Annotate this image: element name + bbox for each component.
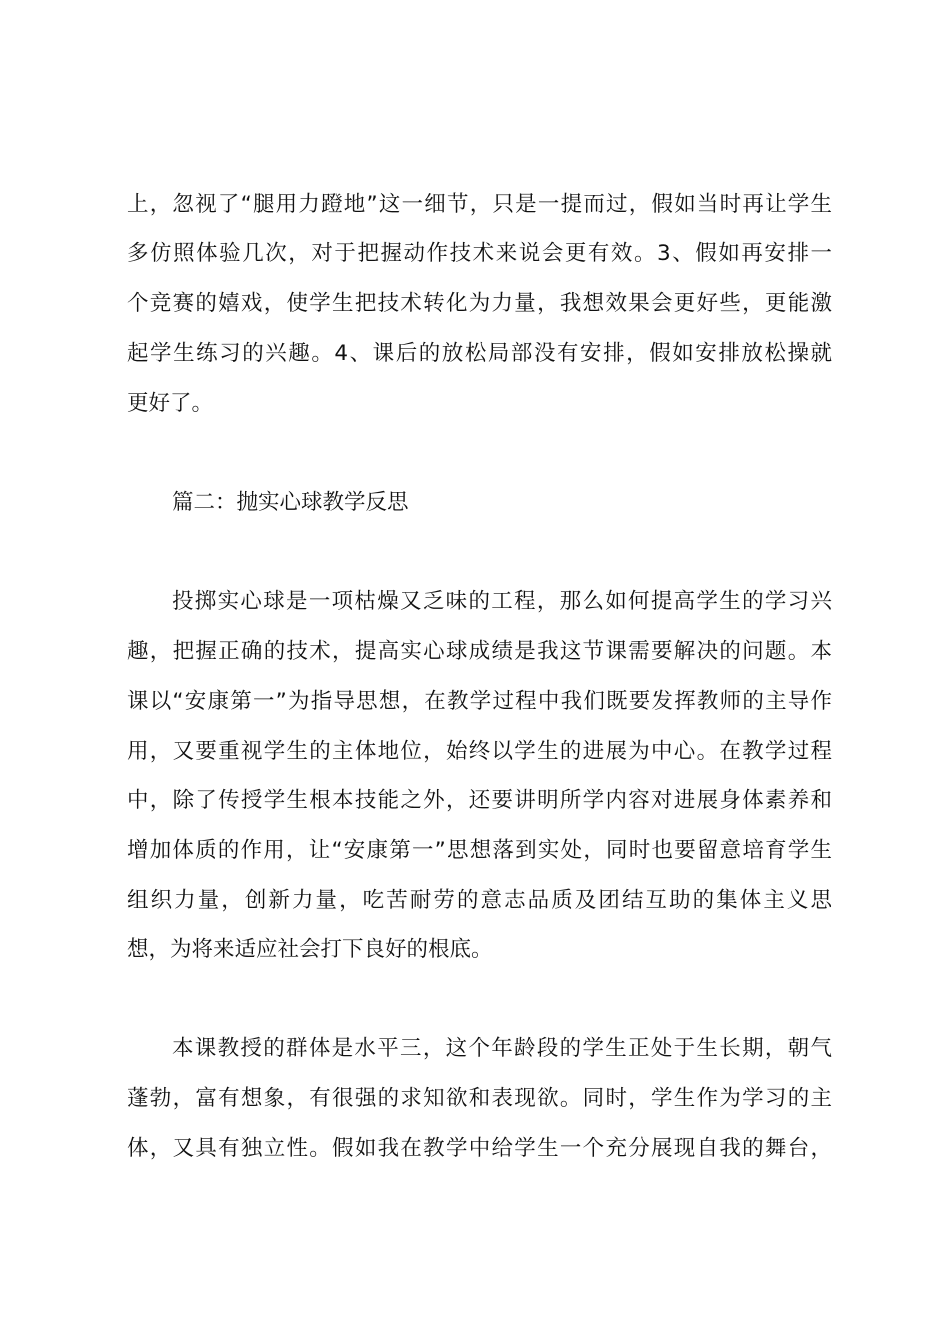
text-line: 想，为将来适应社会打下良好的根底。 [127, 937, 493, 962]
text-line: 起学生练习的兴趣。4、课后的放松局部没有安排，假如安排放松操就 [127, 341, 832, 366]
section-heading: 篇二：抛实心球教学反思 [172, 490, 409, 515]
text-line: 投掷实心球是一项枯燥又乏味的工程，那么如何提高学生的学习兴 [172, 589, 832, 614]
text-line: 体，又具有独立性。假如我在教学中给学生一个充分展现自我的舞台， [127, 1136, 832, 1161]
text-line: 多仿照体验几次，对于把握动作技术来说会更有效。3、假如再安排一 [127, 241, 832, 266]
text-line: 本课教授的群体是水平三，这个年龄段的学生正处于生长期，朝气 [172, 1036, 832, 1061]
text-line: 个竞赛的嬉戏，使学生把技术转化为力量，我想效果会更好些，更能激 [127, 291, 832, 316]
text-line: 课以“安康第一”为指导思想，在教学过程中我们既要发挥教师的主导作 [127, 689, 832, 714]
text-line: 趣，把握正确的技术，提高实心球成绩是我这节课需要解决的问题。本 [127, 639, 832, 664]
text-line: 蓬勃，富有想象，有很强的求知欲和表现欲。同时，学生作为学习的主 [127, 1086, 832, 1111]
text-line: 中，除了传授学生根本技能之外，还要讲明所学内容对进展身体素养和 [127, 788, 832, 813]
text-line: 用，又要重视学生的主体地位，始终以学生的进展为中心。在教学过程 [127, 739, 832, 764]
text-line: 更好了。 [127, 391, 214, 416]
text-line: 上，忽视了“腿用力蹬地”这一细节，只是一提而过，假如当时再让学生 [127, 192, 832, 217]
text-line: 增加体质的作用，让“安康第一”思想落到实处，同时也要留意培育学生 [127, 838, 832, 863]
text-line: 组织力量，创新力量，吃苦耐劳的意志品质及团结互助的集体主义思 [127, 888, 832, 913]
